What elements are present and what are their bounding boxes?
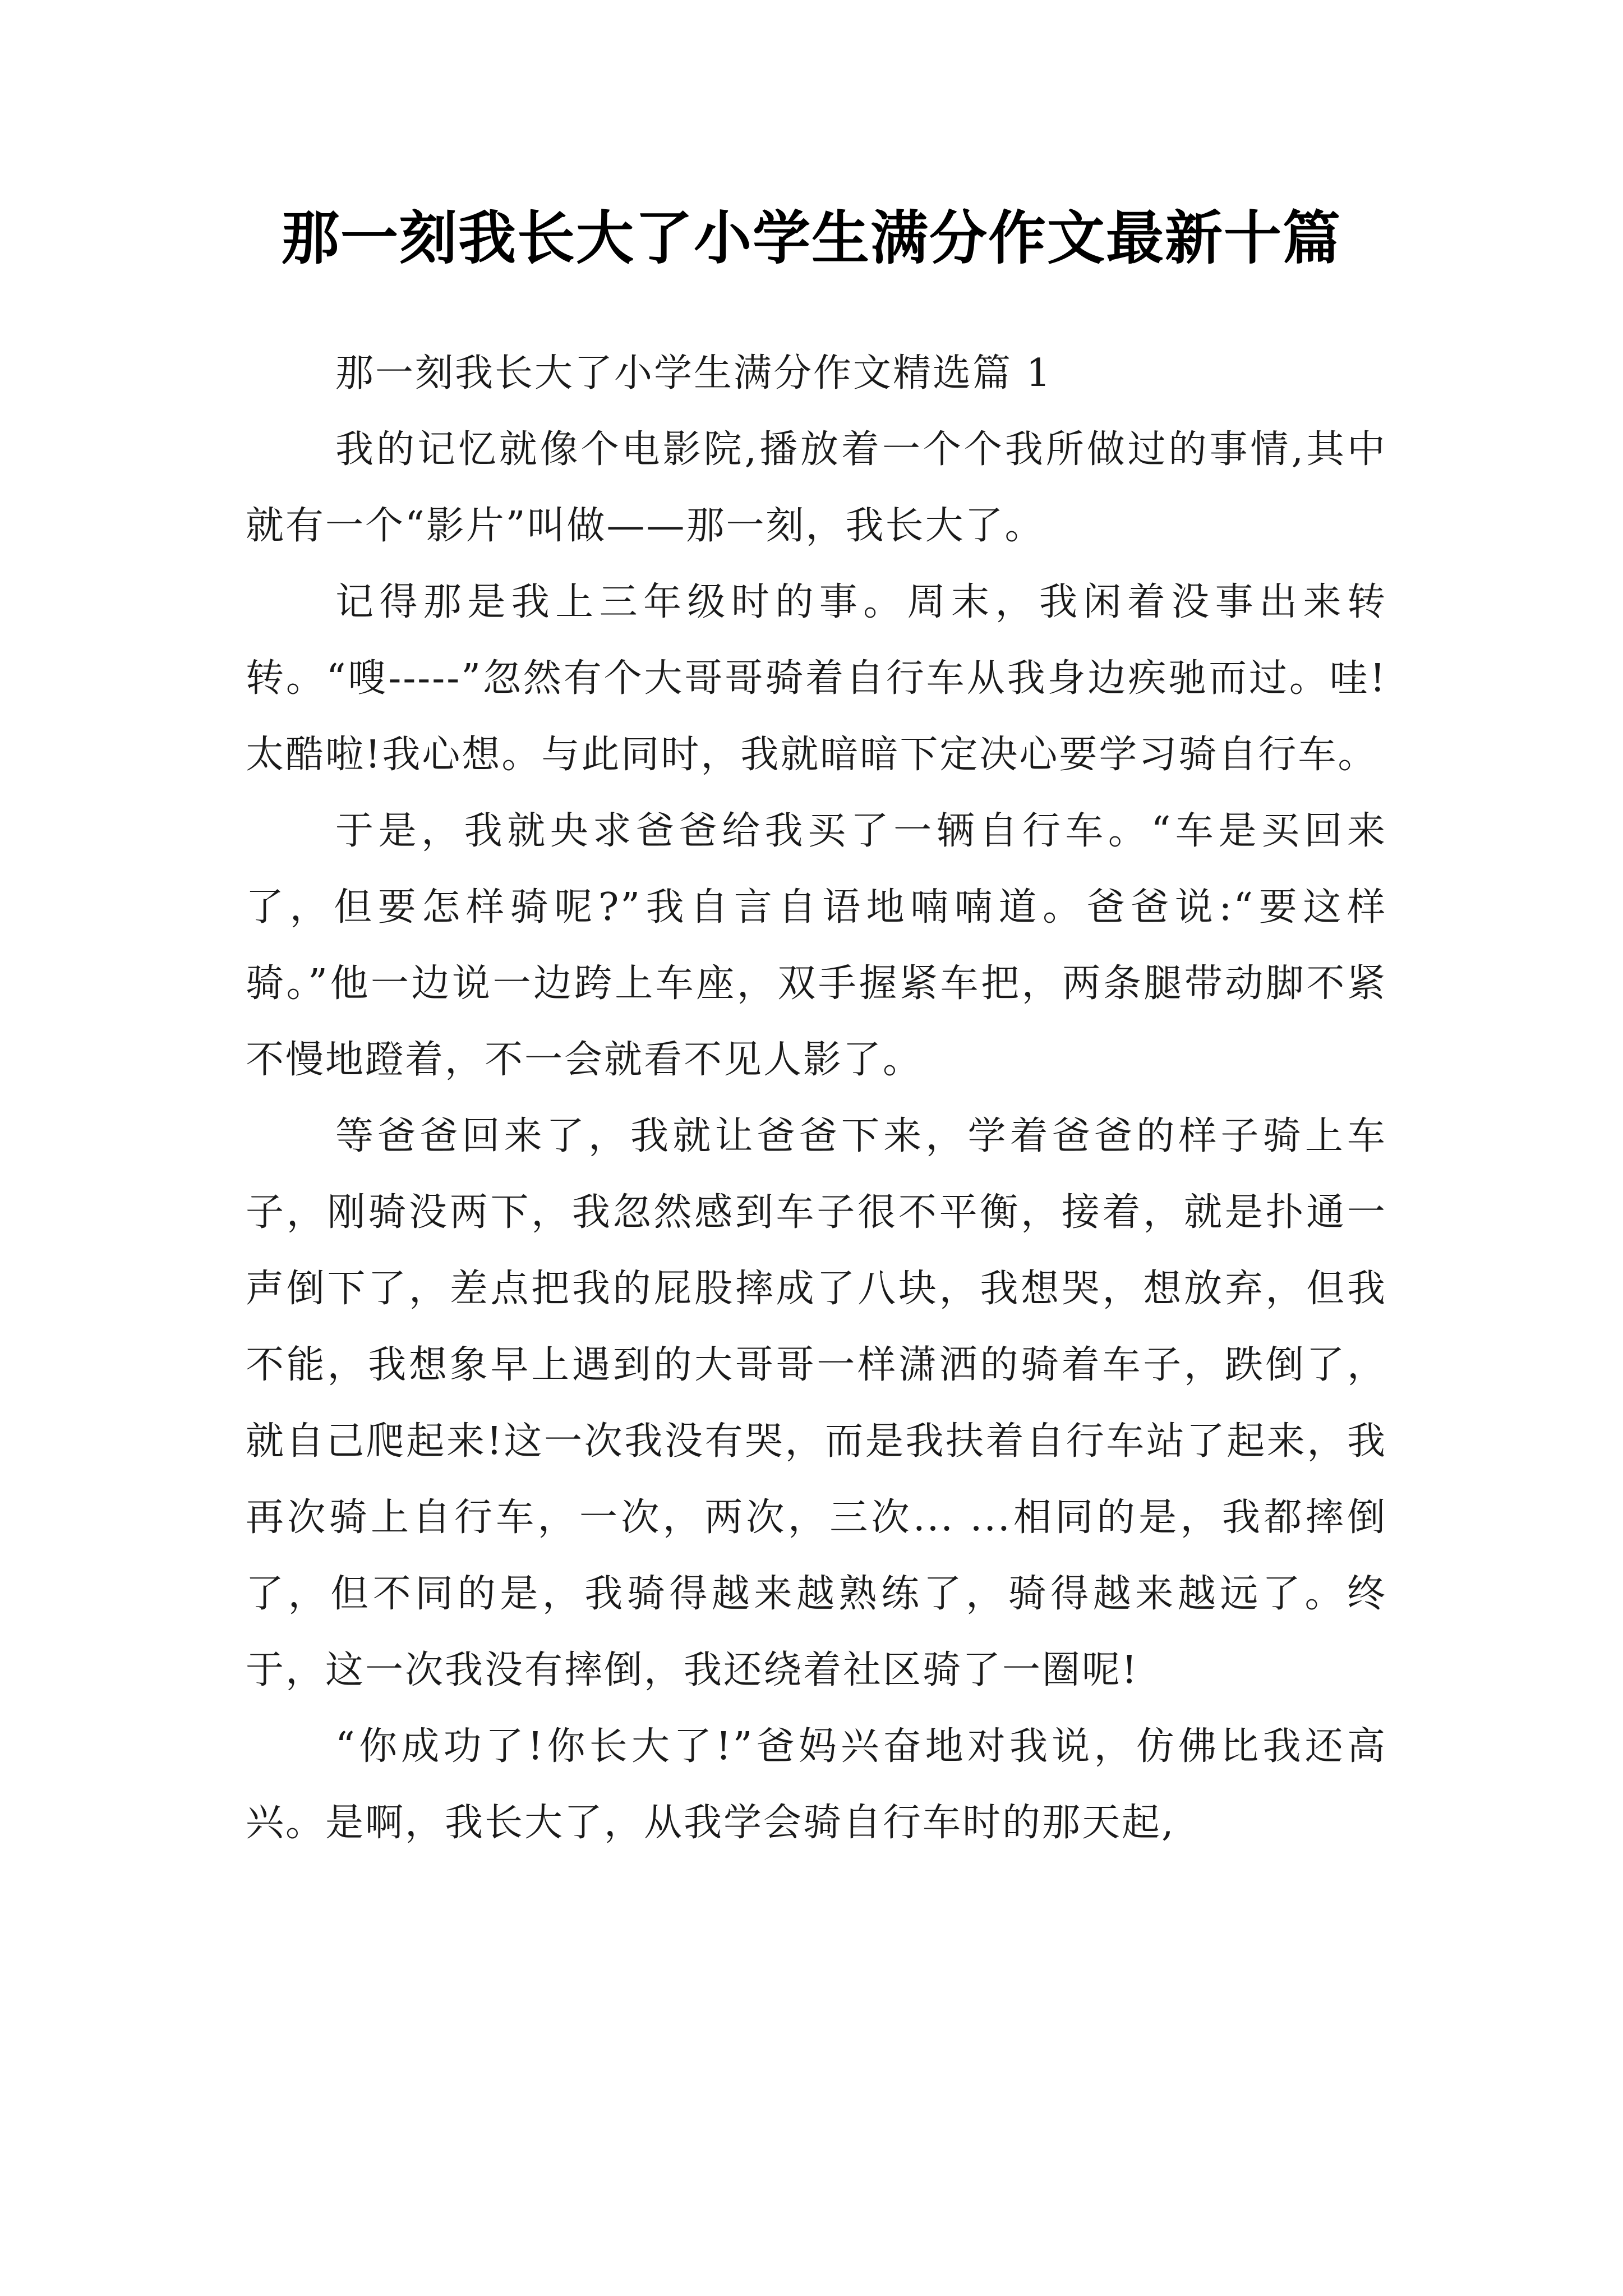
paragraph: 于是，我就央求爸爸给我买了一辆自行车。“车是买回来了，但要怎样骑呢?”我自言自语地喃喃道。爸爸说:“要这样骑。”他一边说一边跨上车座，双手握紧车把，两条腿带动脚不紧不慢地蹬着，不一会就看不见人影了。 [246,809,1387,1082]
document-title: 那一刻我长大了小学生满分作文最新十篇 [282,205,1341,272]
document-body [246,335,1387,1861]
section-heading: 那一刻我长大了小学生满分作文精选篇 1 [335,351,1052,395]
paragraph: 记得那是我上三年级时的事。周末，我闲着没事出来转转。“嗖-----”忽然有个大哥哥骑着自行车从我身边疾驰而过。哇!太酷啦!我心想。与此同时，我就暗暗下定决心要学习骑自行车。 [246,580,1387,777]
paragraph: 等爸爸回来了，我就让爸爸下来，学着爸爸的样子骑上车子，刚骑没两下，我忽然感到车子很不平衡，接着，就是扑通一声倒下了，差点把我的屁股摔成了八块，我想哭，想放弃，但我不能，我想象早上遇到的大哥哥一样潇洒的骑着车子，跌倒了，就自己爬起来!这一次我没有哭，而是我扶着自行车站了起来，我再次骑上自行车，一次，两次，三次... ...相同的是，我都摔倒了，但不同的是，我骑得越来越熟练了，骑得越来越远了。终于，这一次我没有摔倒，我还绕着社区骑了一圈呢! [246,1114,1387,1692]
paragraph: “你成功了!你长大了!”爸妈兴奋地对我说，仿佛比我还高兴。是啊，我长大了，从我学会骑自行车时的那天起, [246,1724,1387,1845]
paragraph: 我的记忆就像个电影院,播放着一个个我所做过的事情,其中就有一个“影片”叫做——那一刻，我长大了。 [246,427,1387,548]
